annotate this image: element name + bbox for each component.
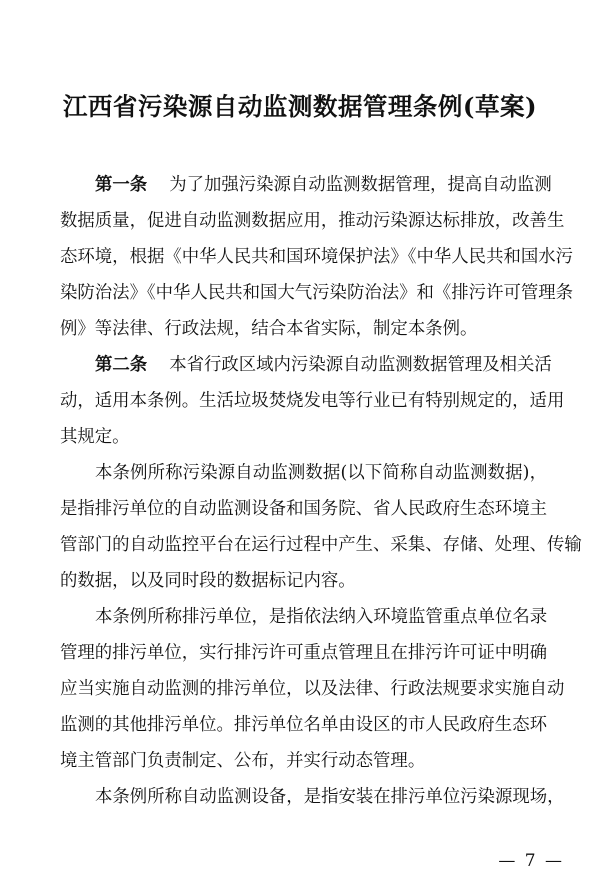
document-title: 江西省污染源自动监测数据管理条例(草案) <box>62 92 538 121</box>
paragraph-unit-definition <box>60 599 565 779</box>
paragraph-3-line-1: 本条例所称污染源自动监测数据(以下简称自动监测数据)， <box>95 463 547 483</box>
article-1-line-5: 例》等法律、行政法规，结合本省实际，制定本条例。 <box>60 319 478 339</box>
paragraph-4-line-3: 应当实施自动监测的排污单位，以及法律、行政法规要求实施自动 <box>60 679 565 699</box>
paragraph-3-line-3: 管部门的自动监控平台在运行过程中产生、采集、存储、处理、传输 <box>60 535 582 555</box>
article-1-line-2: 数据质量，促进自动监测数据应用，推动污染源达标排放，改善生 <box>60 211 565 231</box>
paragraph-4-line-5: 境主管部门负责制定、公布，并实行动态管理。 <box>60 751 426 771</box>
article-1 <box>60 167 574 347</box>
article-2-line-3: 其规定。 <box>60 427 130 447</box>
article-1-line-4: 染防治法》《中华人民共和国大气污染防治法》和《排污许可管理条 <box>60 283 574 303</box>
paragraph-4-line-1: 本条例所称排污单位，是指依法纳入环境监管重点单位名录 <box>95 607 548 627</box>
article-1-text-1: 为了加强污染源自动监测数据管理，提高自动监测 <box>169 175 552 195</box>
article-2-line-2: 动，适用本条例。生活垃圾焚烧发电等行业已有特别规定的，适用 <box>60 391 565 411</box>
article-2-line-1 <box>60 347 552 383</box>
article-2-label: 第二条 <box>95 355 148 375</box>
page-number: — 7 — <box>498 851 564 871</box>
article-2-text-1: 本省行政区域内污染源自动监测数据管理及相关活 <box>169 355 552 375</box>
article-2 <box>60 347 565 455</box>
paragraph-3-line-4: 的数据，以及同时段的数据标记内容。 <box>60 571 356 591</box>
article-1-label: 第一条 <box>95 175 148 195</box>
paragraph-data-definition <box>60 455 582 599</box>
document-body <box>60 167 582 815</box>
paragraph-5-line-1: 本条例所称自动监测设备，是指安装在排污单位污染源现场， <box>95 787 565 807</box>
article-1-line-3: 态环境，根据《中华人民共和国环境保护法》《中华人民共和国水污 <box>60 247 574 267</box>
article-1-line-1 <box>60 167 552 203</box>
paragraph-3-line-2: 是指排污单位的自动监测设备和国务院、省人民政府生态环境主 <box>60 499 547 519</box>
paragraph-equipment-definition <box>60 779 565 815</box>
paragraph-4-line-4: 监测的其他排污单位。排污单位名单由设区的市人民政府生态环 <box>60 715 547 735</box>
paragraph-4-line-2: 管理的排污单位，实行排污许可重点管理且在排污许可证中明确 <box>60 643 547 663</box>
